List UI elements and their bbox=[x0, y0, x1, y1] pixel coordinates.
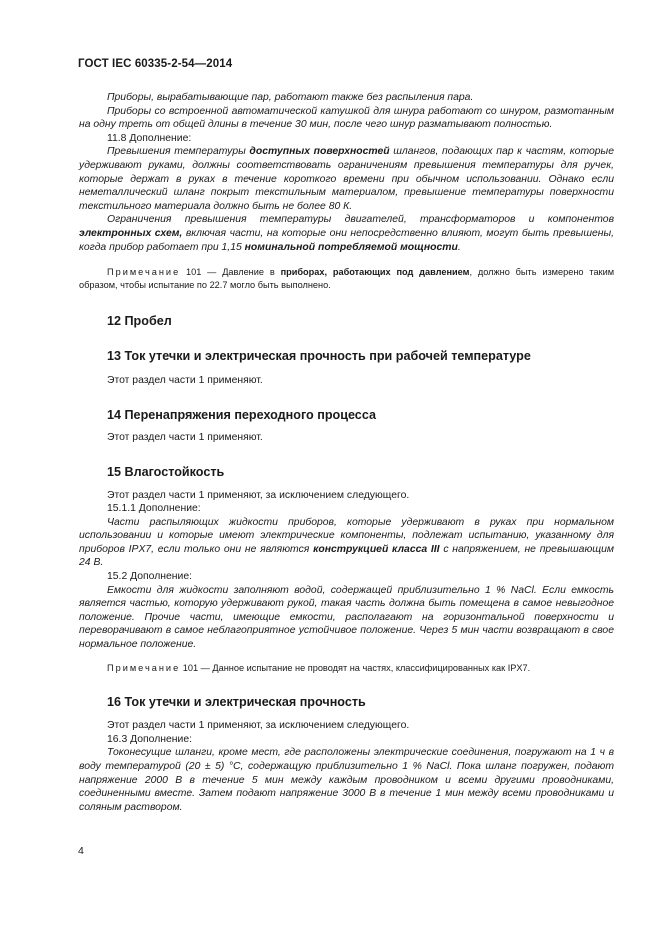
paragraph-spray-appliances: Части распыляющих жидкости приборов, которые удерживают в руках при нормальном использовании и которые имеют электрические компоненты, подлежат испытанию, указанному для приборов IPX7, если только они не являются конструкцией класса III с напряжением, не превышающим 24 В. bbox=[79, 516, 614, 569]
note-label: Примечание bbox=[107, 662, 181, 673]
term-pressure-appliances: приборах, работающих под давлением bbox=[280, 267, 470, 278]
clause-15-1-1: 15.1.1 Дополнение: bbox=[107, 503, 201, 515]
page-content bbox=[79, 91, 614, 814]
section-16-text: Этот раздел части 1 применяют, за исключением следующего. bbox=[107, 720, 410, 732]
term-electronic-circuits: электронных схем, bbox=[79, 227, 183, 239]
note-101-ipx7: Примечание 101 — Данное испытание не проводят на частях, классифицированных как IPX7. bbox=[107, 662, 531, 673]
term-rated-power-input: номинальной потребляемой мощности bbox=[244, 241, 458, 253]
note-label: Примечание bbox=[107, 267, 181, 278]
standard-header: ГОСТ IEC 60335-2-54—2014 bbox=[78, 58, 233, 70]
section-13-title: 13 Ток утечки и электрическая прочность при рабочей температуре bbox=[107, 349, 531, 364]
paragraph-temperature-limits: Ограничения превышения температуры двигателей, трансформаторов и компонентов электронных схем, включая части, на которые они непосредственно влияют, могут быть превышены, когда прибор работает при 1,15 номинальной потребляемой мощности. bbox=[79, 214, 614, 253]
section-15-title: 15 Влагостойкость bbox=[107, 464, 225, 479]
section-12-title: 12 Пробел bbox=[107, 314, 172, 329]
section-13-text: Этот раздел части 1 применяют. bbox=[107, 375, 263, 387]
section-16-title: 16 Ток утечки и электрическая прочность bbox=[107, 695, 366, 710]
paragraph-hose-temperature: Превышения температуры доступных поверхностей шлангов, подающих пар к частям, которые удерживают руками, должны соответствовать ограничениям превышения температуры для ручек, которые держат в руках в течение короткого времени при обычном использовании. Однако если неметаллический шланг покрыт текстильным материалом, превышение температуры поверхности текстильного материала должно быть не более 80 К. bbox=[79, 146, 614, 212]
term-accessible-surfaces: доступных поверхностей bbox=[249, 146, 390, 158]
section-15-text: Этот раздел части 1 применяют, за исключением следующего. bbox=[107, 489, 410, 501]
section-14-title: 14 Перенапряжения переходного процесса bbox=[107, 407, 376, 422]
paragraph-liquid-containers: Емкости для жидкости заполняют водой, содержащей приблизительно 1 % NaCl. Если емкость является частью, которую удерживают рукой, такая часть должна быть помещена в самое невыгодное положение. Прочие части, имеющие емкости, располагают на горизонтальной поверхности и переворачивают в самое неблагоприятное устойчивое положение. Через 5 мин части возвращают в свое нормальное положение. bbox=[79, 584, 614, 651]
paragraph-steam: Приборы, вырабатывающие пар, работают также без распыления пара. bbox=[107, 92, 474, 103]
page-number: 4 bbox=[78, 845, 84, 857]
clause-15-2: 15.2 Дополнение: bbox=[107, 571, 193, 583]
term-class-iii-construction: конструкцией класса III bbox=[313, 543, 440, 555]
paragraph-hose-test: Токонесущие шланги, кроме мест, где расположены электрические соединения, погружают на 1 ч в воду температурой (20 ± 5) °С, содержащую приблизительно 1 % NaCl. Пока шланг погружен, подают напряжение 2000 В в течение 5 мин между каждым проводником и всеми другими проводниками, соединенными вместе. Затем подают напряжение 3000 В в течение 1 мин между всеми проводниками и соляным раствором. bbox=[79, 747, 614, 813]
paragraph-cord-reel: Приборы со встроенной автоматической катушкой для шнура работают со шнуром, размотанным на одну треть от общей длины в течение 30 мин, после чего шнур разматывают полностью. bbox=[79, 105, 614, 131]
section-14-text: Этот раздел части 1 применяют. bbox=[107, 431, 263, 443]
clause-11-8: 11.8 Дополнение: bbox=[107, 132, 192, 144]
note-101-pressure: Примечание 101 — Давление в приборах, работающих под давлением, должно быть измерено таким образом, чтобы испытание по 22.7 могло быть выполнено. bbox=[79, 267, 615, 290]
clause-16-3: 16.3 Дополнение: bbox=[107, 733, 193, 745]
